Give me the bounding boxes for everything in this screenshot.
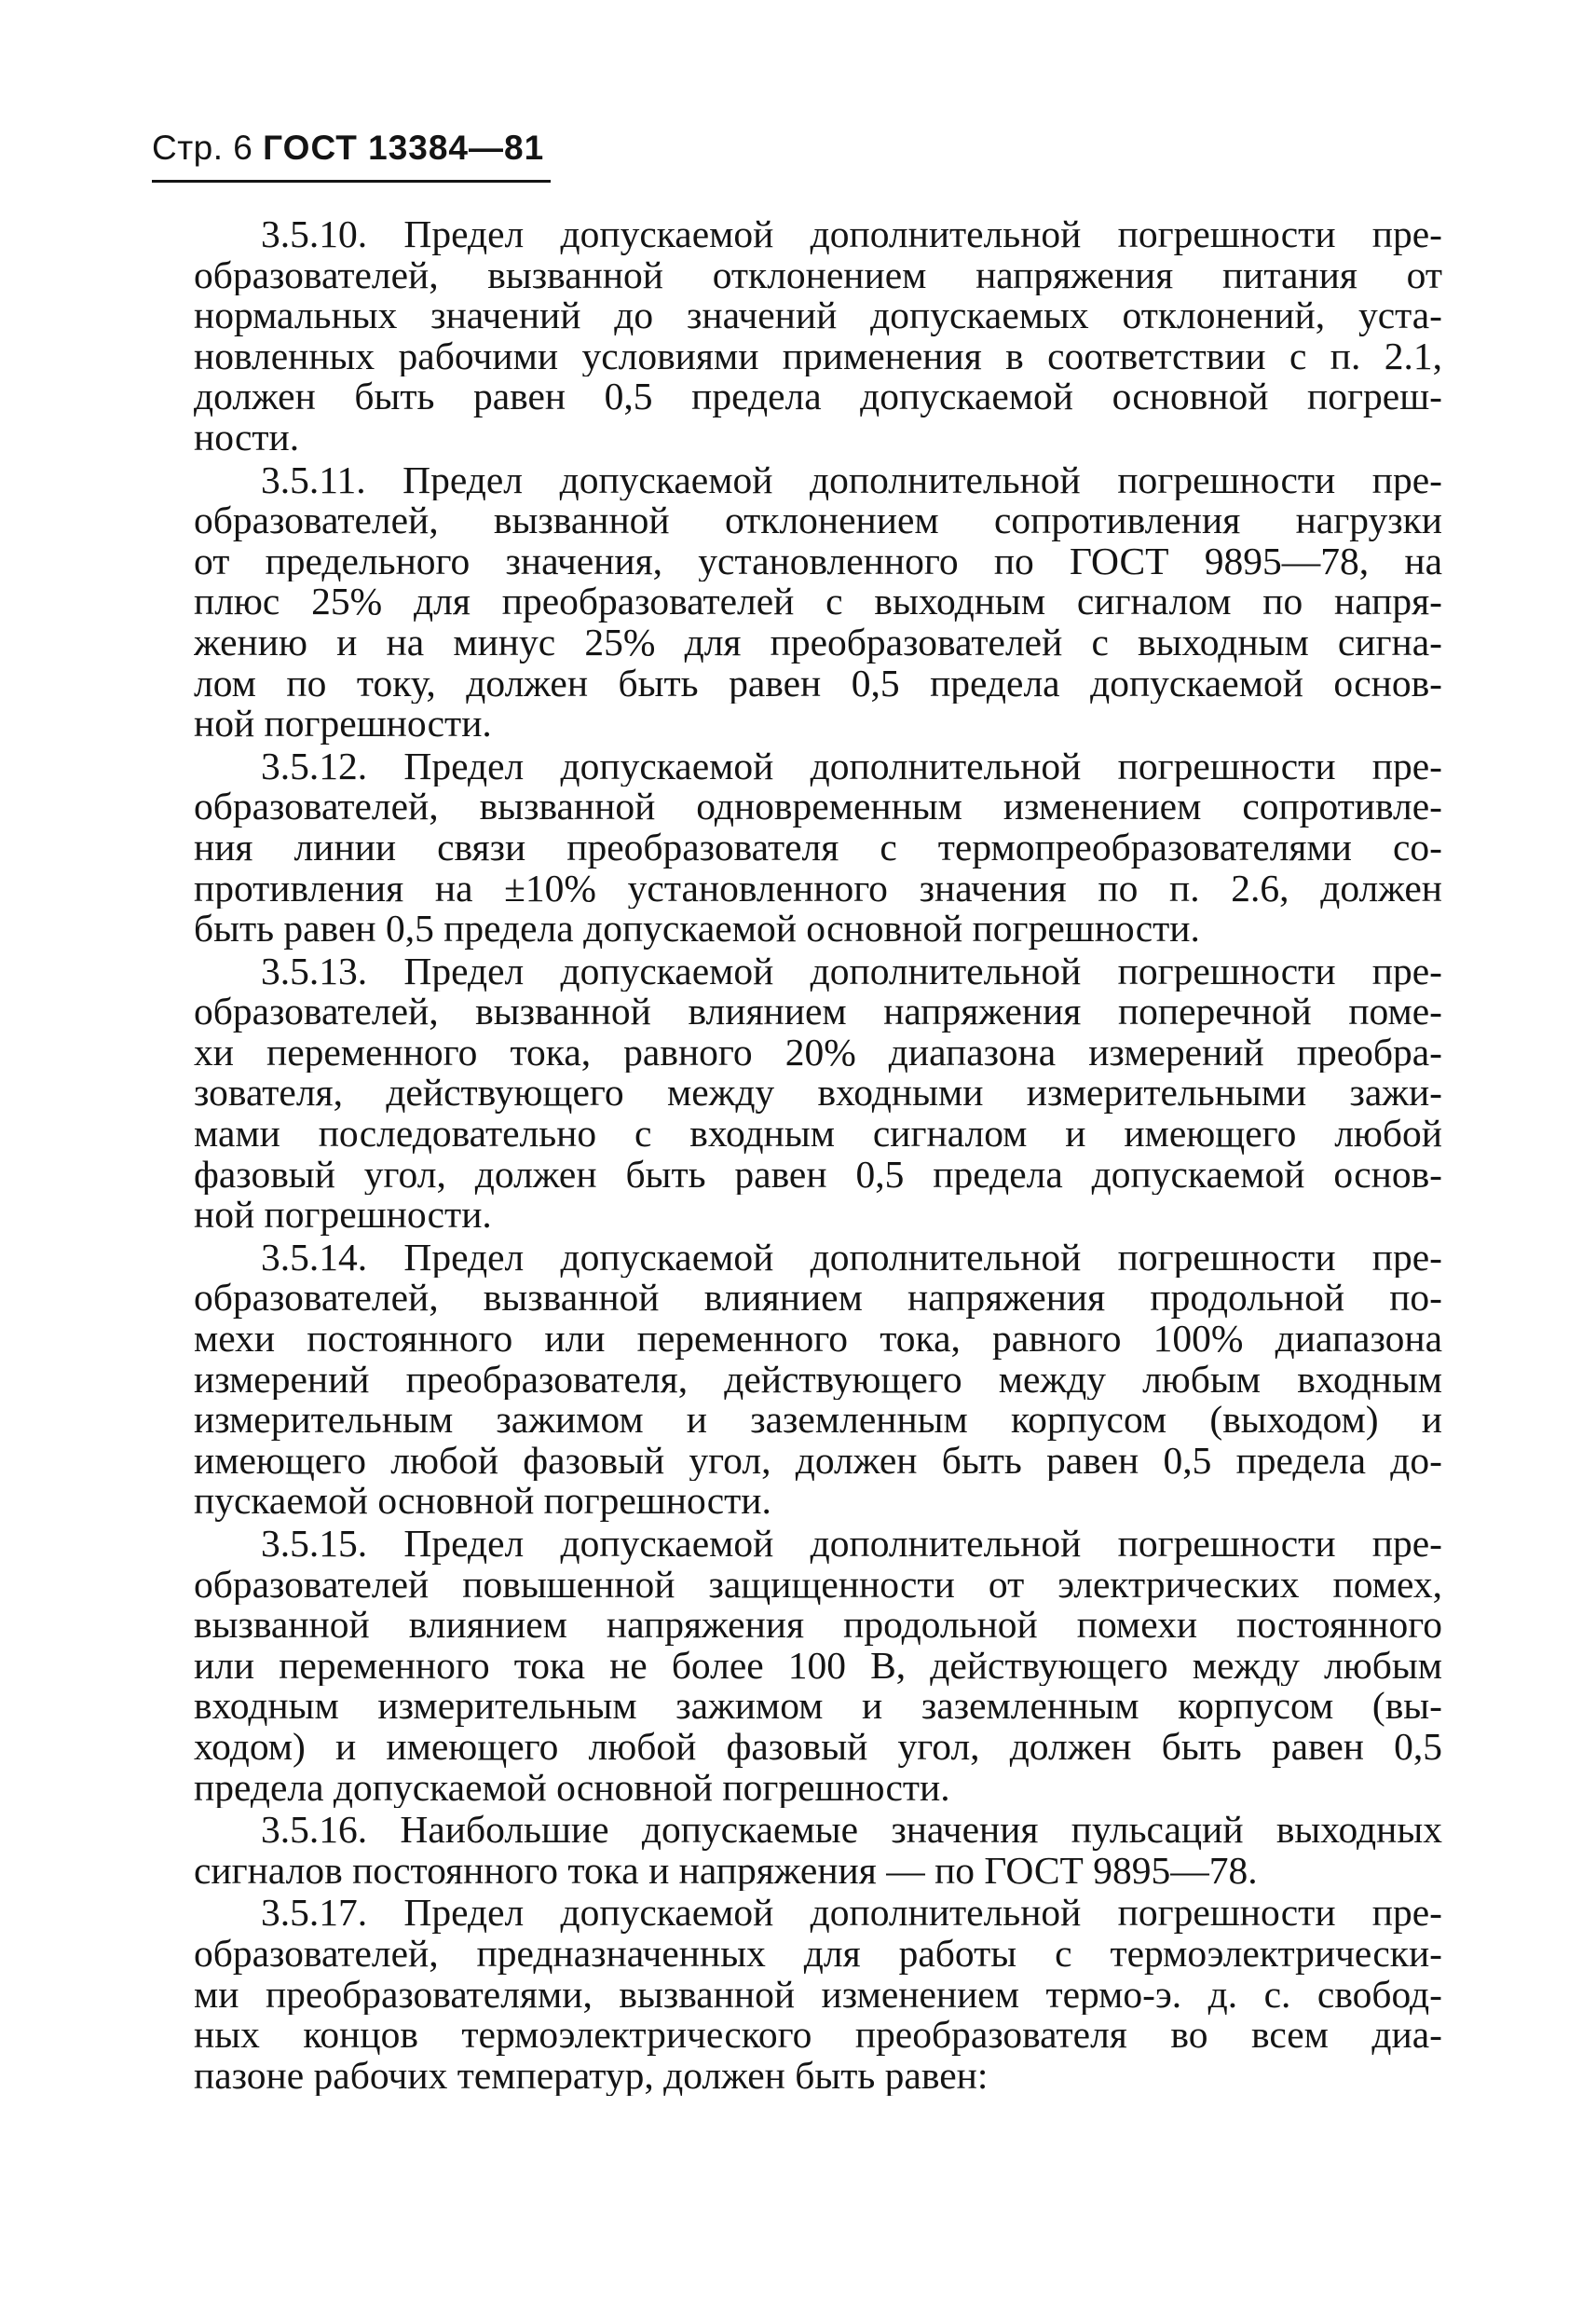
text-line: 3.5.14. Предел допускаемой дополнительной погрешности пре-	[261, 1237, 1442, 1279]
text-line: образователей, вызванной отклонением сопротивления нагрузки	[194, 500, 1442, 541]
text-line: хи переменного тока, равного 20% диапазона измерений преобра-	[194, 1032, 1442, 1074]
text-line: 3.5.17. Предел допускаемой дополнительной погрешности пре-	[261, 1893, 1442, 1934]
text-line: образователей, вызванной одновременным изменением сопротивле-	[194, 787, 1442, 828]
text-line: ной погрешности.	[194, 704, 492, 745]
text-line: 3.5.11. Предел допускаемой дополнительной погрешности пре-	[261, 459, 1442, 501]
clause-3-5-10	[194, 214, 1442, 458]
text-line: образователей, вызванной отклонением напряжения питания от	[194, 254, 1442, 296]
text-line: лом по току, должен быть равен 0,5 предела допускаемой основ-	[194, 663, 1442, 705]
text-line: пазоне рабочих температур, должен быть равен:	[194, 2055, 989, 2097]
text-line: мами последовательно с входным сигналом и имеющего любой	[194, 1114, 1442, 1155]
clause-3-5-15	[194, 1524, 1442, 1808]
clause-3-5-17	[194, 1893, 1442, 2096]
text-line: ной погрешности.	[194, 1195, 492, 1236]
text-line: вызванной влиянием напряжения продольной помехи постоянного	[194, 1605, 1442, 1646]
page-header	[152, 128, 544, 169]
text-line: нормальных значений до значений допускаемых отклонений, уста-	[194, 295, 1442, 336]
text-line: жению и на минус 25% для преобразователей с выходным сигна-	[194, 622, 1442, 664]
text-line: 3.5.16. Наибольшие допускаемые значения пульсаций выходных	[261, 1810, 1442, 1851]
page-number: Стр. 6	[152, 129, 253, 167]
text-line: измерительным зажимом и заземленным корпусом (выходом) и	[194, 1400, 1442, 1441]
text-line: от предельного значения, установленного по ГОСТ 9895—78, на	[194, 540, 1442, 582]
clause-3-5-13	[194, 951, 1442, 1236]
header-rule	[152, 180, 551, 183]
text-line: 3.5.10. Предел допускаемой дополнительной погрешности пре-	[261, 214, 1442, 255]
text-line: образователей повышенной защищенности от электрических помех,	[194, 1564, 1442, 1606]
text-line: образователей, предназначенных для работы с термоэлектрически-	[194, 1933, 1442, 1975]
clause-3-5-11	[194, 460, 1442, 745]
text-line: быть равен 0,5 предела допускаемой основной погрешности.	[194, 909, 1200, 950]
text-line: фазовый угол, должен быть равен 0,5 предела допускаемой основ-	[194, 1154, 1442, 1196]
text-line: пускаемой основной погрешности.	[194, 1481, 771, 1522]
clause-3-5-14	[194, 1238, 1442, 1522]
text-line: мехи постоянного или переменного тока, равного 100% диапазона	[194, 1319, 1442, 1360]
clause-3-5-12	[194, 746, 1442, 950]
text-line: или переменного тока не более 100 В, действующего между любым	[194, 1645, 1442, 1687]
text-line: ния линии связи преобразователя с термопреобразователями со-	[194, 827, 1442, 869]
text-line: плюс 25% для преобразователей с выходным сигналом по напря-	[194, 581, 1442, 622]
text-line: зователя, действующего между входными измерительными зажи-	[194, 1073, 1442, 1115]
text-line: измерений преобразователя, действующего между любым входным	[194, 1359, 1442, 1401]
text-line: имеющего любой фазовый угол, должен быть равен 0,5 предела до-	[194, 1440, 1442, 1482]
text-line: образователей, вызванной влиянием напряжения поперечной поме-	[194, 992, 1442, 1033]
text-line: предела допускаемой основной погрешности.	[194, 1767, 950, 1809]
text-line: сигналов постоянного тока и напряжения — по ГОСТ 9895—78.	[194, 1850, 1258, 1892]
text-line: должен быть равен 0,5 предела допускаемой основной погреш-	[194, 376, 1442, 417]
standard-designation: ГОСТ 13384—81	[263, 129, 545, 167]
text-line: новленных рабочими условиями применения в соответствии с п. 2.1,	[194, 335, 1442, 377]
text-line: ности.	[194, 417, 300, 458]
text-line: противления на ±10% установленного значения по п. 2.6, должен	[194, 868, 1442, 910]
text-line: 3.5.12. Предел допускаемой дополнительной погрешности пре-	[261, 746, 1442, 787]
text-line: входным измерительным зажимом и заземленным корпусом (вы-	[194, 1686, 1442, 1727]
text-line: 3.5.13. Предел допускаемой дополнительной погрешности пре-	[261, 951, 1442, 992]
text-line: ных концов термоэлектрического преобразователя во всем диа-	[194, 2015, 1442, 2056]
text-line: образователей, вызванной влиянием напряжения продольной по-	[194, 1278, 1442, 1320]
text-line: ми преобразователями, вызванной изменением термо-э. д. с. свобод-	[194, 1974, 1442, 2016]
clause-3-5-16	[194, 1810, 1442, 1891]
body-text	[194, 214, 1442, 2098]
text-line: ходом) и имеющего любой фазовый угол, должен быть равен 0,5	[194, 1726, 1442, 1768]
text-line: 3.5.15. Предел допускаемой дополнительной погрешности пре-	[261, 1524, 1442, 1565]
